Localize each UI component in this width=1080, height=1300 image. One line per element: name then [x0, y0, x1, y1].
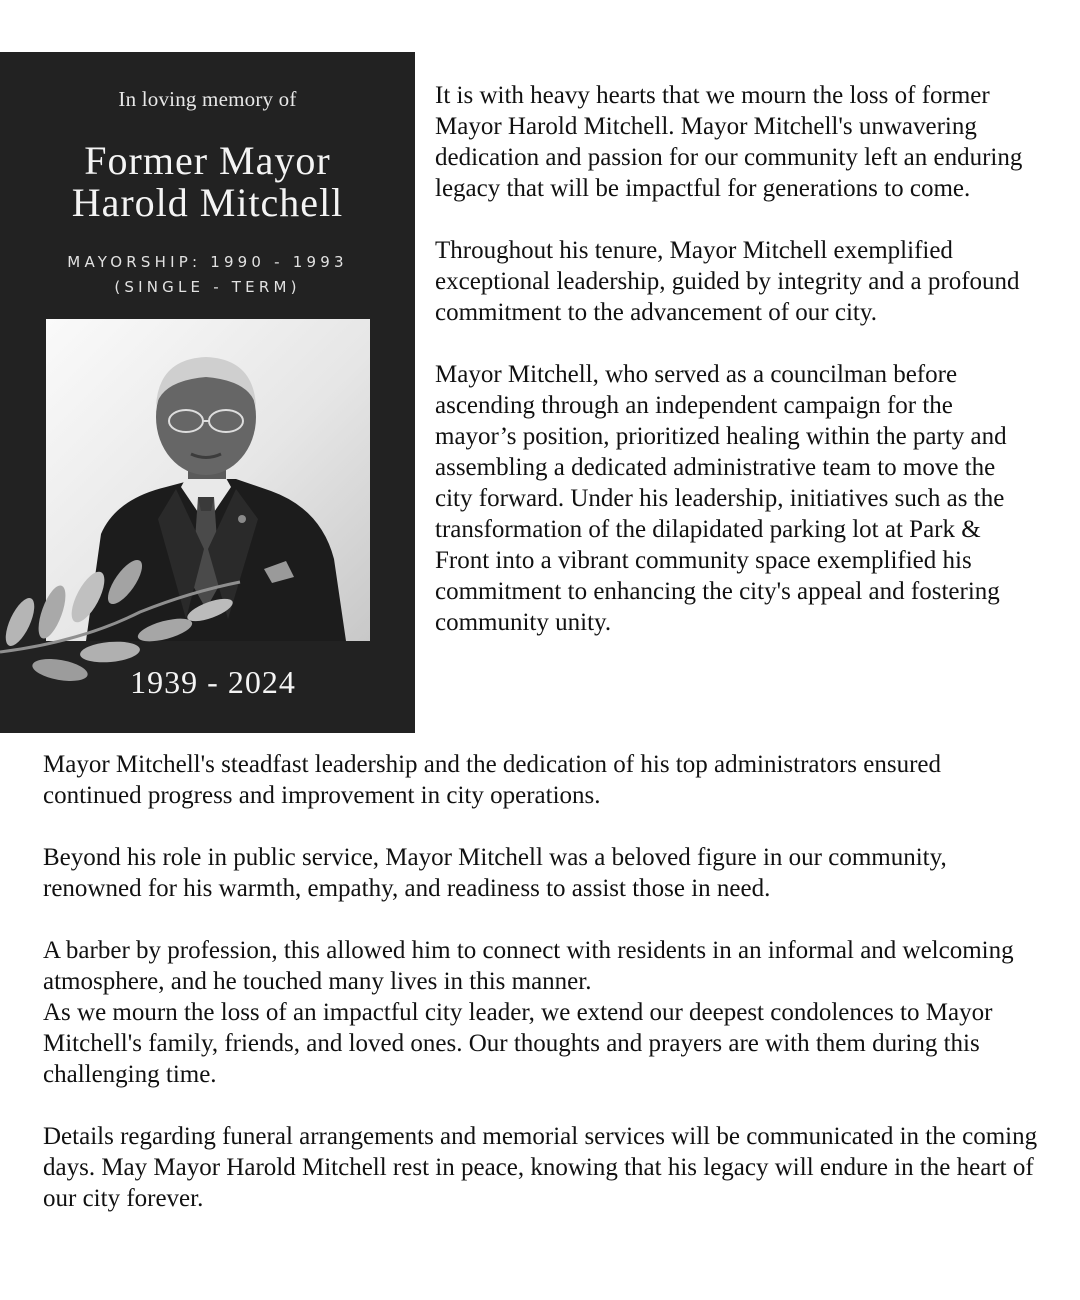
term-years: MAYORSHIP: 1990 - 1993 [67, 253, 348, 271]
article-paragraph-5: Beyond his role in public service, Mayor Mitchell was a beloved figure in our community, renowned for his warmth, empathy, and readiness to assist those in need. [43, 844, 947, 902]
term-note: (SINGLE - TERM) [114, 278, 301, 296]
memorial-name [0, 140, 415, 224]
life-years: 1939 - 2024 [130, 664, 296, 700]
memorial-name-line2: Harold Mitchell [71, 180, 344, 225]
memorial-name-line1: Former Mayor [84, 138, 331, 183]
article-paragraph-2: Throughout his tenure, Mayor Mitchell exemplified exceptional leadership, guided by integrity and a profound commitment to the advancement of our city. [435, 237, 1020, 326]
memorial-panel [0, 52, 415, 733]
mayorship-term [0, 250, 415, 300]
article-full-width [43, 749, 1043, 1214]
article-paragraph-6: A barber by profession, this allowed him to connect with residents in an informal and welcoming atmosphere, and he touched many lives in this manner. [43, 937, 1014, 995]
article-paragraph-3: Mayor Mitchell, who served as a councilman before ascending through an independent campaign for the mayor’s position, prioritized healing within the party and assembling a dedicated administrative team to move the city forward. Under his leadership, initiatives such as the transformation of the dilapidated parking lot at Park & Front into a vibrant community space exemplified his commitment to enhancing the city's appeal and fostering community unity. [435, 361, 1007, 636]
article-paragraph-8: Details regarding funeral arrangements and memorial services will be communicated in the coming days. May Mayor Harold Mitchell rest in peace, knowing that his legacy will endure in the heart of our city forever. [43, 1123, 1038, 1212]
memorial-intro: In loving memory of [118, 87, 297, 111]
article-paragraph-4: Mayor Mitchell's steadfast leadership and the dedication of his top administrators ensured continued progress and improvement in city operations. [43, 751, 942, 809]
article-side-column [435, 80, 1035, 638]
article-paragraph-7: As we mourn the loss of an impactful city leader, we extend our deepest condolences to Mayor Mitchell's family, friends, and loved ones. Our thoughts and prayers are with them during this challenging time. [43, 999, 993, 1088]
article-paragraph-1: It is with heavy hearts that we mourn the loss of former Mayor Harold Mitchell. Mayor Mitchell's unwavering dedication and passion for our community left an enduring legacy that will be impactful for generations to come. [435, 82, 1023, 202]
